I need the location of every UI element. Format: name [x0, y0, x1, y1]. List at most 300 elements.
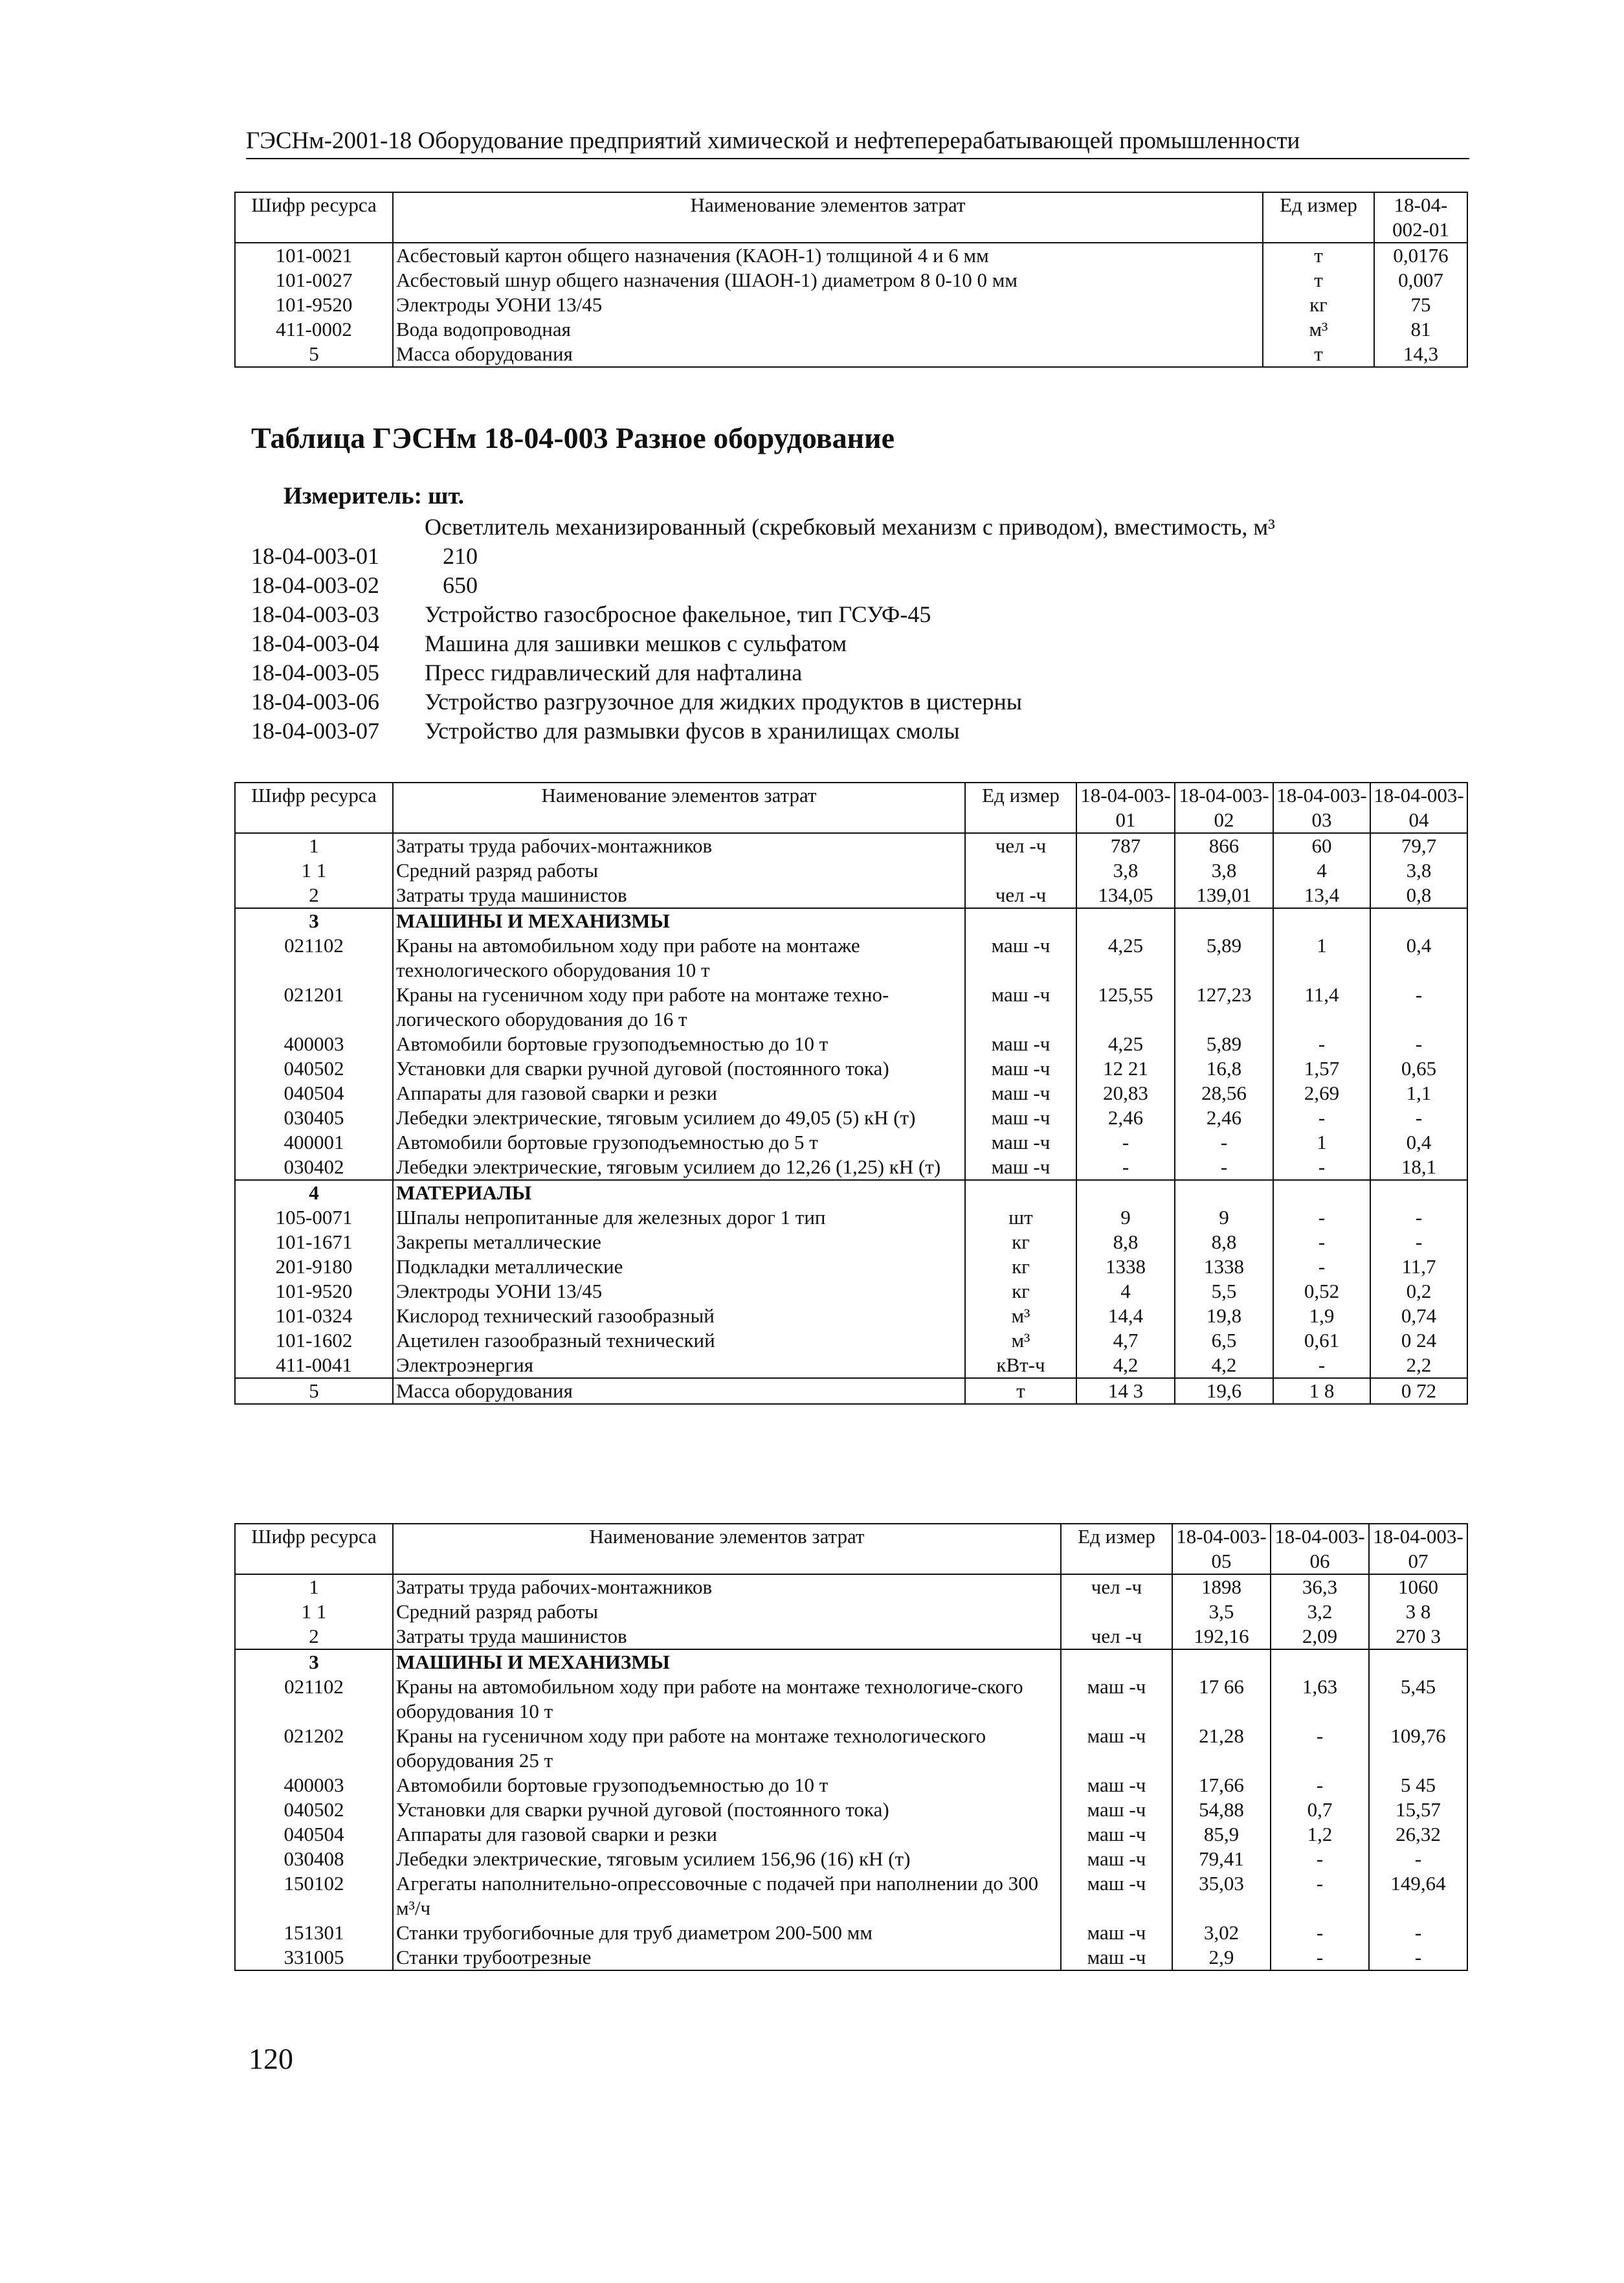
resource-unit: кг — [1263, 293, 1374, 317]
resource-value: 127,23 — [1175, 983, 1273, 1032]
table-row — [235, 1205, 1467, 1230]
resource-value: 9 — [1076, 1205, 1175, 1230]
resource-value: - — [1271, 1724, 1369, 1773]
resource-code: 030405 — [235, 1106, 393, 1130]
table-row — [235, 1304, 1467, 1328]
variant-item — [251, 687, 1275, 717]
resource-name: Агрегаты наполнительно-опрессовочные с подачей при наполнении до 300 м³/ч — [393, 1871, 1061, 1921]
table-18-04-003-part2 — [234, 1523, 1468, 1971]
resource-name: Средний разряд работы — [393, 858, 965, 883]
resource-unit — [965, 858, 1076, 883]
resource-name: Автомобили бортовые грузоподъемностью до 10 т — [393, 1773, 1061, 1798]
resource-unit: маш -ч — [1061, 1822, 1172, 1847]
variant-name: Устройство газосбросное факельное, тип ГСУФ-45 — [425, 601, 931, 627]
table-row — [235, 342, 1467, 367]
resource-value: 0,52 — [1273, 1279, 1370, 1304]
resource-code: 101-9520 — [235, 293, 393, 317]
resource-name: МАШИНЫ И МЕХАНИЗМЫ — [393, 1649, 1061, 1675]
resource-unit: чел -ч — [1061, 1624, 1172, 1649]
table-title: Таблица ГЭСНм 18-04-003 Разное оборудование — [251, 421, 895, 454]
resource-unit — [965, 908, 1076, 933]
table-row — [235, 293, 1467, 317]
resource-value: - — [1271, 1871, 1369, 1921]
table-row — [235, 908, 1467, 933]
variant-name: 210 — [443, 543, 478, 569]
resource-code: 5 — [235, 342, 393, 367]
resource-value: - — [1273, 1353, 1370, 1378]
resource-code: 1 1 — [235, 1599, 393, 1624]
resource-name: Электроды УОНИ 13/45 — [393, 293, 1263, 317]
resource-value: 5,89 — [1175, 1032, 1273, 1056]
variant-code: 18-04-003-05 — [251, 660, 379, 685]
resource-value: 4,2 — [1175, 1353, 1273, 1378]
resource-value: 3,2 — [1271, 1599, 1369, 1624]
resource-code: 040502 — [235, 1056, 393, 1081]
resource-value: 1,9 — [1273, 1304, 1370, 1328]
variant-code: 18-04-003-01 — [251, 543, 379, 569]
resource-code: 150102 — [235, 1871, 393, 1921]
variant-name: Машина для зашивки мешков с сульфатом — [425, 630, 847, 656]
table-row — [235, 1599, 1467, 1624]
resource-value: 6,5 — [1175, 1328, 1273, 1353]
resource-value: 60 — [1273, 833, 1370, 858]
col-header-variant: 18-04-003-03 — [1273, 783, 1370, 833]
resource-value: 54,88 — [1172, 1798, 1271, 1822]
resource-value: - — [1175, 1130, 1273, 1155]
resource-code: 400001 — [235, 1130, 393, 1155]
resource-name: Затраты труда машинистов — [393, 1624, 1061, 1649]
resource-value: 0 24 — [1370, 1328, 1467, 1353]
col-header-unit: Ед измер — [1061, 1524, 1172, 1574]
resource-name: Станки трубоотрезные — [393, 1945, 1061, 1970]
table-18-04-003-part1 — [234, 782, 1468, 1405]
resource-code: 030402 — [235, 1155, 393, 1180]
resource-value: 15,57 — [1369, 1798, 1467, 1822]
resource-value: 3,02 — [1172, 1921, 1271, 1945]
resource-name: Лебедки электрические, тяговым усилием 156,96 (16) кН (т) — [393, 1847, 1061, 1871]
variant-item — [251, 600, 1275, 629]
resource-code: 040504 — [235, 1081, 393, 1106]
variant-code: 18-04-003-02 — [251, 572, 379, 598]
resource-value: 5,5 — [1175, 1279, 1273, 1304]
resource-name: Затраты труда машинистов — [393, 883, 965, 908]
resource-name: Аппараты для газовой сварки и резки — [393, 1081, 965, 1106]
resource-value: 8,8 — [1076, 1230, 1175, 1254]
resource-unit: кг — [965, 1279, 1076, 1304]
col-header-variant: 18-04-003-01 — [1076, 783, 1175, 833]
variant-name: Пресс гидравлический для нафталина — [425, 660, 803, 685]
resource-value: 3 8 — [1369, 1599, 1467, 1624]
resource-value: 0,65 — [1370, 1056, 1467, 1081]
resource-value: - — [1369, 1945, 1467, 1970]
resource-name: Автомобили бортовые грузоподъемностью до 10 т — [393, 1032, 965, 1056]
resource-unit: маш -ч — [965, 983, 1076, 1032]
resource-name: Подкладки металлические — [393, 1254, 965, 1279]
resource-value: 35,03 — [1172, 1871, 1271, 1921]
table-row — [235, 858, 1467, 883]
resource-value: 18,1 — [1370, 1155, 1467, 1180]
resource-value: 1338 — [1076, 1254, 1175, 1279]
resource-name: Установки для сварки ручной дуговой (постоянного тока) — [393, 1056, 965, 1081]
resource-value: 12 21 — [1076, 1056, 1175, 1081]
col-header-name: Наименование элементов затрат — [393, 192, 1263, 243]
table-row — [235, 1254, 1467, 1279]
resource-unit: чел -ч — [1061, 1574, 1172, 1599]
table-row — [235, 1328, 1467, 1353]
resource-code: 2 — [235, 883, 393, 908]
variant-code: 18-04-003-07 — [251, 718, 379, 744]
resource-value: 5 45 — [1369, 1773, 1467, 1798]
resource-name: Средний разряд работы — [393, 1599, 1061, 1624]
resource-value: 0,4 — [1370, 933, 1467, 983]
resource-code: 151301 — [235, 1921, 393, 1945]
resource-value — [1175, 1180, 1273, 1205]
resource-value — [1172, 1649, 1271, 1675]
resource-value: 14 3 — [1076, 1378, 1175, 1404]
resource-name: Масса оборудования — [393, 1378, 965, 1404]
resource-value: 28,56 — [1175, 1081, 1273, 1106]
variant-item — [251, 542, 1275, 571]
resource-value: 2,2 — [1370, 1353, 1467, 1378]
resource-code: 3 — [235, 908, 393, 933]
resource-value: 17 66 — [1172, 1675, 1271, 1724]
resource-value: 11,4 — [1273, 983, 1370, 1032]
table-row — [235, 1353, 1467, 1378]
table-row — [235, 1945, 1467, 1970]
resource-value: 4,2 — [1076, 1353, 1175, 1378]
table-row — [235, 1081, 1467, 1106]
resource-unit: маш -ч — [1061, 1847, 1172, 1871]
resource-unit: шт — [965, 1205, 1076, 1230]
resource-unit: маш -ч — [1061, 1871, 1172, 1921]
resource-unit: маш -ч — [1061, 1675, 1172, 1724]
resource-name: Лебедки электрические, тяговым усилием до 12,26 (1,25) кН (т) — [393, 1155, 965, 1180]
table-row — [235, 1847, 1467, 1871]
resource-value: 36,3 — [1271, 1574, 1369, 1599]
resource-value: 149,64 — [1369, 1871, 1467, 1921]
resource-value: - — [1370, 1230, 1467, 1254]
variant-item — [251, 658, 1275, 687]
resource-value: 5,89 — [1175, 933, 1273, 983]
resource-name: Асбестовый картон общего назначения (КАОН-1) толщиной 4 и 6 мм — [393, 243, 1263, 268]
variant-item — [251, 571, 1275, 600]
table-row — [235, 983, 1467, 1032]
resource-value: - — [1271, 1847, 1369, 1871]
resource-code: 411-0002 — [235, 317, 393, 342]
resource-name: Краны на автомобильном ходу при работе на монтаже технологиче-ского оборудования 10 т — [393, 1675, 1061, 1724]
resource-value: 1060 — [1369, 1574, 1467, 1599]
resource-code: 1 — [235, 1574, 393, 1599]
resource-name: МАШИНЫ И МЕХАНИЗМЫ — [393, 908, 965, 933]
resource-unit: м³ — [965, 1328, 1076, 1353]
col-header-variant: 18-04-003-06 — [1271, 1524, 1369, 1574]
col-header-code: Шифр ресурса — [235, 1524, 393, 1574]
resource-value: 4 — [1076, 1279, 1175, 1304]
resource-name: Лебедки электрические, тяговым усилием до 49,05 (5) кН (т) — [393, 1106, 965, 1130]
resource-value: - — [1369, 1847, 1467, 1871]
header-rule — [246, 158, 1469, 159]
resource-value: 4,25 — [1076, 933, 1175, 983]
resource-code: 1 — [235, 833, 393, 858]
resource-code: 2 — [235, 1624, 393, 1649]
resource-unit: маш -ч — [965, 1081, 1076, 1106]
resource-value: - — [1271, 1945, 1369, 1970]
resource-value: - — [1076, 1130, 1175, 1155]
resource-name: Затраты труда рабочих-монтажников — [393, 1574, 1061, 1599]
resource-value: - — [1175, 1155, 1273, 1180]
table-body — [235, 1574, 1467, 1970]
resource-unit: т — [1263, 243, 1374, 268]
resource-value: 20,83 — [1076, 1081, 1175, 1106]
resource-code: 101-9520 — [235, 1279, 393, 1304]
resource-unit: маш -ч — [1061, 1945, 1172, 1970]
resource-value: 109,76 — [1369, 1724, 1467, 1773]
resource-value: - — [1370, 1106, 1467, 1130]
resource-unit: маш -ч — [1061, 1921, 1172, 1945]
resource-value: 14,3 — [1374, 342, 1467, 367]
resource-unit: чел -ч — [965, 833, 1076, 858]
table-row — [235, 1624, 1467, 1649]
resource-unit: маш -ч — [1061, 1724, 1172, 1773]
resource-value: 75 — [1374, 293, 1467, 317]
table-row — [235, 1921, 1467, 1945]
resource-name: Установки для сварки ручной дуговой (постоянного тока) — [393, 1798, 1061, 1822]
table-row — [235, 1155, 1467, 1180]
table-row — [235, 1180, 1467, 1205]
table-row — [235, 1822, 1467, 1847]
resource-value: - — [1369, 1921, 1467, 1945]
resource-unit: т — [1263, 268, 1374, 293]
resource-unit: маш -ч — [965, 933, 1076, 983]
variant-name: Осветлитель механизированный (скребковый механизм с приводом), вместимость, м³ — [425, 514, 1275, 540]
resource-code: 101-0027 — [235, 268, 393, 293]
resource-unit: м³ — [965, 1304, 1076, 1328]
resource-value: 11,7 — [1370, 1254, 1467, 1279]
resource-code: 105-0071 — [235, 1205, 393, 1230]
table-18-04-002-resources — [234, 192, 1468, 368]
resource-value: 0,8 — [1370, 883, 1467, 908]
resource-value: - — [1273, 1254, 1370, 1279]
col-header-name: Наименование элементов затрат — [393, 1524, 1061, 1574]
resource-unit: чел -ч — [965, 883, 1076, 908]
table-row — [235, 883, 1467, 908]
resource-name: Электроэнергия — [393, 1353, 965, 1378]
resource-value: 4 — [1273, 858, 1370, 883]
resource-unit: маш -ч — [965, 1106, 1076, 1130]
resource-value: 3,8 — [1370, 858, 1467, 883]
resource-code: 400003 — [235, 1032, 393, 1056]
resource-value: 0,2 — [1370, 1279, 1467, 1304]
variant-code: 18-04-003-03 — [251, 601, 379, 627]
resource-value: 19,6 — [1175, 1378, 1273, 1404]
table-row — [235, 1130, 1467, 1155]
resource-value — [1271, 1649, 1369, 1675]
resource-value: - — [1271, 1773, 1369, 1798]
resource-value: 1,1 — [1370, 1081, 1467, 1106]
resource-value: 85,9 — [1172, 1822, 1271, 1847]
table-row — [235, 1675, 1467, 1724]
resource-name: Ацетилен газообразный технический — [393, 1328, 965, 1353]
resource-value — [1369, 1649, 1467, 1675]
resource-value: 5,45 — [1369, 1675, 1467, 1724]
variant-name: Устройство для размывки фусов в хранилищах смолы — [425, 718, 960, 744]
variant-list — [251, 513, 1275, 746]
resource-value: 79,7 — [1370, 833, 1467, 858]
resource-unit: кВт-ч — [965, 1353, 1076, 1378]
resource-name: Краны на гусеничном ходу при работе на монтаже техно-логического оборудования до 16 т — [393, 983, 965, 1032]
resource-name: Краны на автомобильном ходу при работе на монтаже технологического оборудования 10 т — [393, 933, 965, 983]
table-row — [235, 833, 1467, 858]
resource-value: 26,32 — [1369, 1822, 1467, 1847]
resource-code: 040502 — [235, 1798, 393, 1822]
resource-unit — [1061, 1649, 1172, 1675]
resource-code: 101-0021 — [235, 243, 393, 268]
resource-code: 021102 — [235, 1675, 393, 1724]
table-body — [235, 833, 1467, 1404]
resource-name: Краны на гусеничном ходу при работе на монтаже технологического оборудования 25 т — [393, 1724, 1061, 1773]
resource-value: 0,61 — [1273, 1328, 1370, 1353]
page-number: 120 — [249, 2042, 293, 2075]
resource-code: 400003 — [235, 1773, 393, 1798]
resource-value: 3,8 — [1076, 858, 1175, 883]
resource-value: 125,55 — [1076, 983, 1175, 1032]
resource-code: 040504 — [235, 1822, 393, 1847]
resource-value: 16,8 — [1175, 1056, 1273, 1081]
resource-value: - — [1076, 1155, 1175, 1180]
resource-value: - — [1273, 1205, 1370, 1230]
col-header-variant: 18-04-003-04 — [1370, 783, 1467, 833]
resource-value: 2,46 — [1076, 1106, 1175, 1130]
table-row — [235, 1230, 1467, 1254]
resource-value: 2,09 — [1271, 1624, 1369, 1649]
resource-value: 21,28 — [1172, 1724, 1271, 1773]
col-header-code: Шифр ресурса — [235, 192, 393, 243]
running-header: ГЭСНм-2001-18 Оборудование предприятий химической и нефтеперерабатывающей промышленности — [246, 128, 1300, 154]
resource-code: 3 — [235, 1649, 393, 1675]
resource-value: 139,01 — [1175, 883, 1273, 908]
table-row — [235, 1279, 1467, 1304]
measure-unit: Измеритель: шт. — [284, 483, 465, 509]
resource-value: - — [1273, 1032, 1370, 1056]
resource-code: 1 1 — [235, 858, 393, 883]
resource-code: 331005 — [235, 1945, 393, 1970]
resource-value: 1898 — [1172, 1574, 1271, 1599]
variant-name: 650 — [443, 572, 478, 598]
resource-unit: кг — [965, 1254, 1076, 1279]
resource-value: 0,007 — [1374, 268, 1467, 293]
variant-item — [251, 513, 1275, 542]
resource-value: - — [1273, 1230, 1370, 1254]
resource-unit: кг — [965, 1230, 1076, 1254]
resource-code: 101-0324 — [235, 1304, 393, 1328]
resource-value: 1,2 — [1271, 1822, 1369, 1847]
resource-code: 101-1671 — [235, 1230, 393, 1254]
resource-value: 0,4 — [1370, 1130, 1467, 1155]
resource-name: Затраты труда рабочих-монтажников — [393, 833, 965, 858]
resource-unit: маш -ч — [1061, 1798, 1172, 1822]
col-header-variant: 18-04-002-01 — [1374, 192, 1467, 243]
resource-value: 19,8 — [1175, 1304, 1273, 1328]
resource-value: 0,7 — [1271, 1798, 1369, 1822]
variant-code — [251, 513, 425, 542]
table-row — [235, 1871, 1467, 1921]
resource-unit: маш -ч — [965, 1155, 1076, 1180]
resource-code: 021102 — [235, 933, 393, 983]
col-header-variant: 18-04-003-02 — [1175, 783, 1273, 833]
resource-name: Вода водопроводная — [393, 317, 1263, 342]
resource-value: 866 — [1175, 833, 1273, 858]
resource-value: 1 — [1273, 1130, 1370, 1155]
resource-code: 201-9180 — [235, 1254, 393, 1279]
resource-code: 411-0041 — [235, 1353, 393, 1378]
col-header-unit: Ед измер — [965, 783, 1076, 833]
resource-unit: маш -ч — [965, 1056, 1076, 1081]
resource-name: Закрепы металлические — [393, 1230, 965, 1254]
resource-value: - — [1273, 1106, 1370, 1130]
resource-value: 0,74 — [1370, 1304, 1467, 1328]
table-row — [235, 1773, 1467, 1798]
resource-value: 4,25 — [1076, 1032, 1175, 1056]
variant-item — [251, 717, 1275, 746]
table-row — [235, 933, 1467, 983]
resource-code: 101-1602 — [235, 1328, 393, 1353]
resource-value: 79,41 — [1172, 1847, 1271, 1871]
resource-name: Аппараты для газовой сварки и резки — [393, 1822, 1061, 1847]
resource-code: 030408 — [235, 1847, 393, 1871]
table-row — [235, 1649, 1467, 1675]
resource-value — [1175, 908, 1273, 933]
resource-value: 1,57 — [1273, 1056, 1370, 1081]
resource-value: - — [1273, 1155, 1370, 1180]
resource-value: 787 — [1076, 833, 1175, 858]
table-header-row — [235, 783, 1467, 833]
resource-unit: маш -ч — [1061, 1773, 1172, 1798]
resource-value — [1273, 908, 1370, 933]
resource-unit: м³ — [1263, 317, 1374, 342]
table-header-row — [235, 1524, 1467, 1574]
resource-unit: т — [1263, 342, 1374, 367]
resource-unit: маш -ч — [965, 1130, 1076, 1155]
col-header-variant: 18-04-003-07 — [1369, 1524, 1467, 1574]
resource-value: - — [1370, 983, 1467, 1032]
table-row — [235, 1798, 1467, 1822]
resource-name: Шпалы непропитанные для железных дорог 1 тип — [393, 1205, 965, 1230]
resource-value: 81 — [1374, 317, 1467, 342]
resource-unit: маш -ч — [965, 1032, 1076, 1056]
table-row — [235, 1378, 1467, 1404]
resource-value: 17,66 — [1172, 1773, 1271, 1798]
resource-name: Кислород технический газообразный — [393, 1304, 965, 1328]
resource-value: 1 — [1273, 933, 1370, 983]
resource-name: Станки трубогибочные для труб диаметром 200-500 мм — [393, 1921, 1061, 1945]
table-header-row — [235, 192, 1467, 243]
resource-value — [1076, 1180, 1175, 1205]
col-header-unit: Ед измер — [1263, 192, 1374, 243]
variant-item — [251, 629, 1275, 658]
resource-value: 14,4 — [1076, 1304, 1175, 1328]
resource-value: 192,16 — [1172, 1624, 1271, 1649]
resource-value: 1,63 — [1271, 1675, 1369, 1724]
resource-value — [1076, 908, 1175, 933]
table-row — [235, 1032, 1467, 1056]
resource-code: 4 — [235, 1180, 393, 1205]
resource-name: Асбестовый шнур общего назначения (ШАОН-1) диаметром 8 0-10 0 мм — [393, 268, 1263, 293]
resource-value: 2,9 — [1172, 1945, 1271, 1970]
resource-value: 8,8 — [1175, 1230, 1273, 1254]
resource-name: Автомобили бортовые грузоподъемностью до 5 т — [393, 1130, 965, 1155]
resource-value: 270 3 — [1369, 1624, 1467, 1649]
resource-value: - — [1370, 1205, 1467, 1230]
